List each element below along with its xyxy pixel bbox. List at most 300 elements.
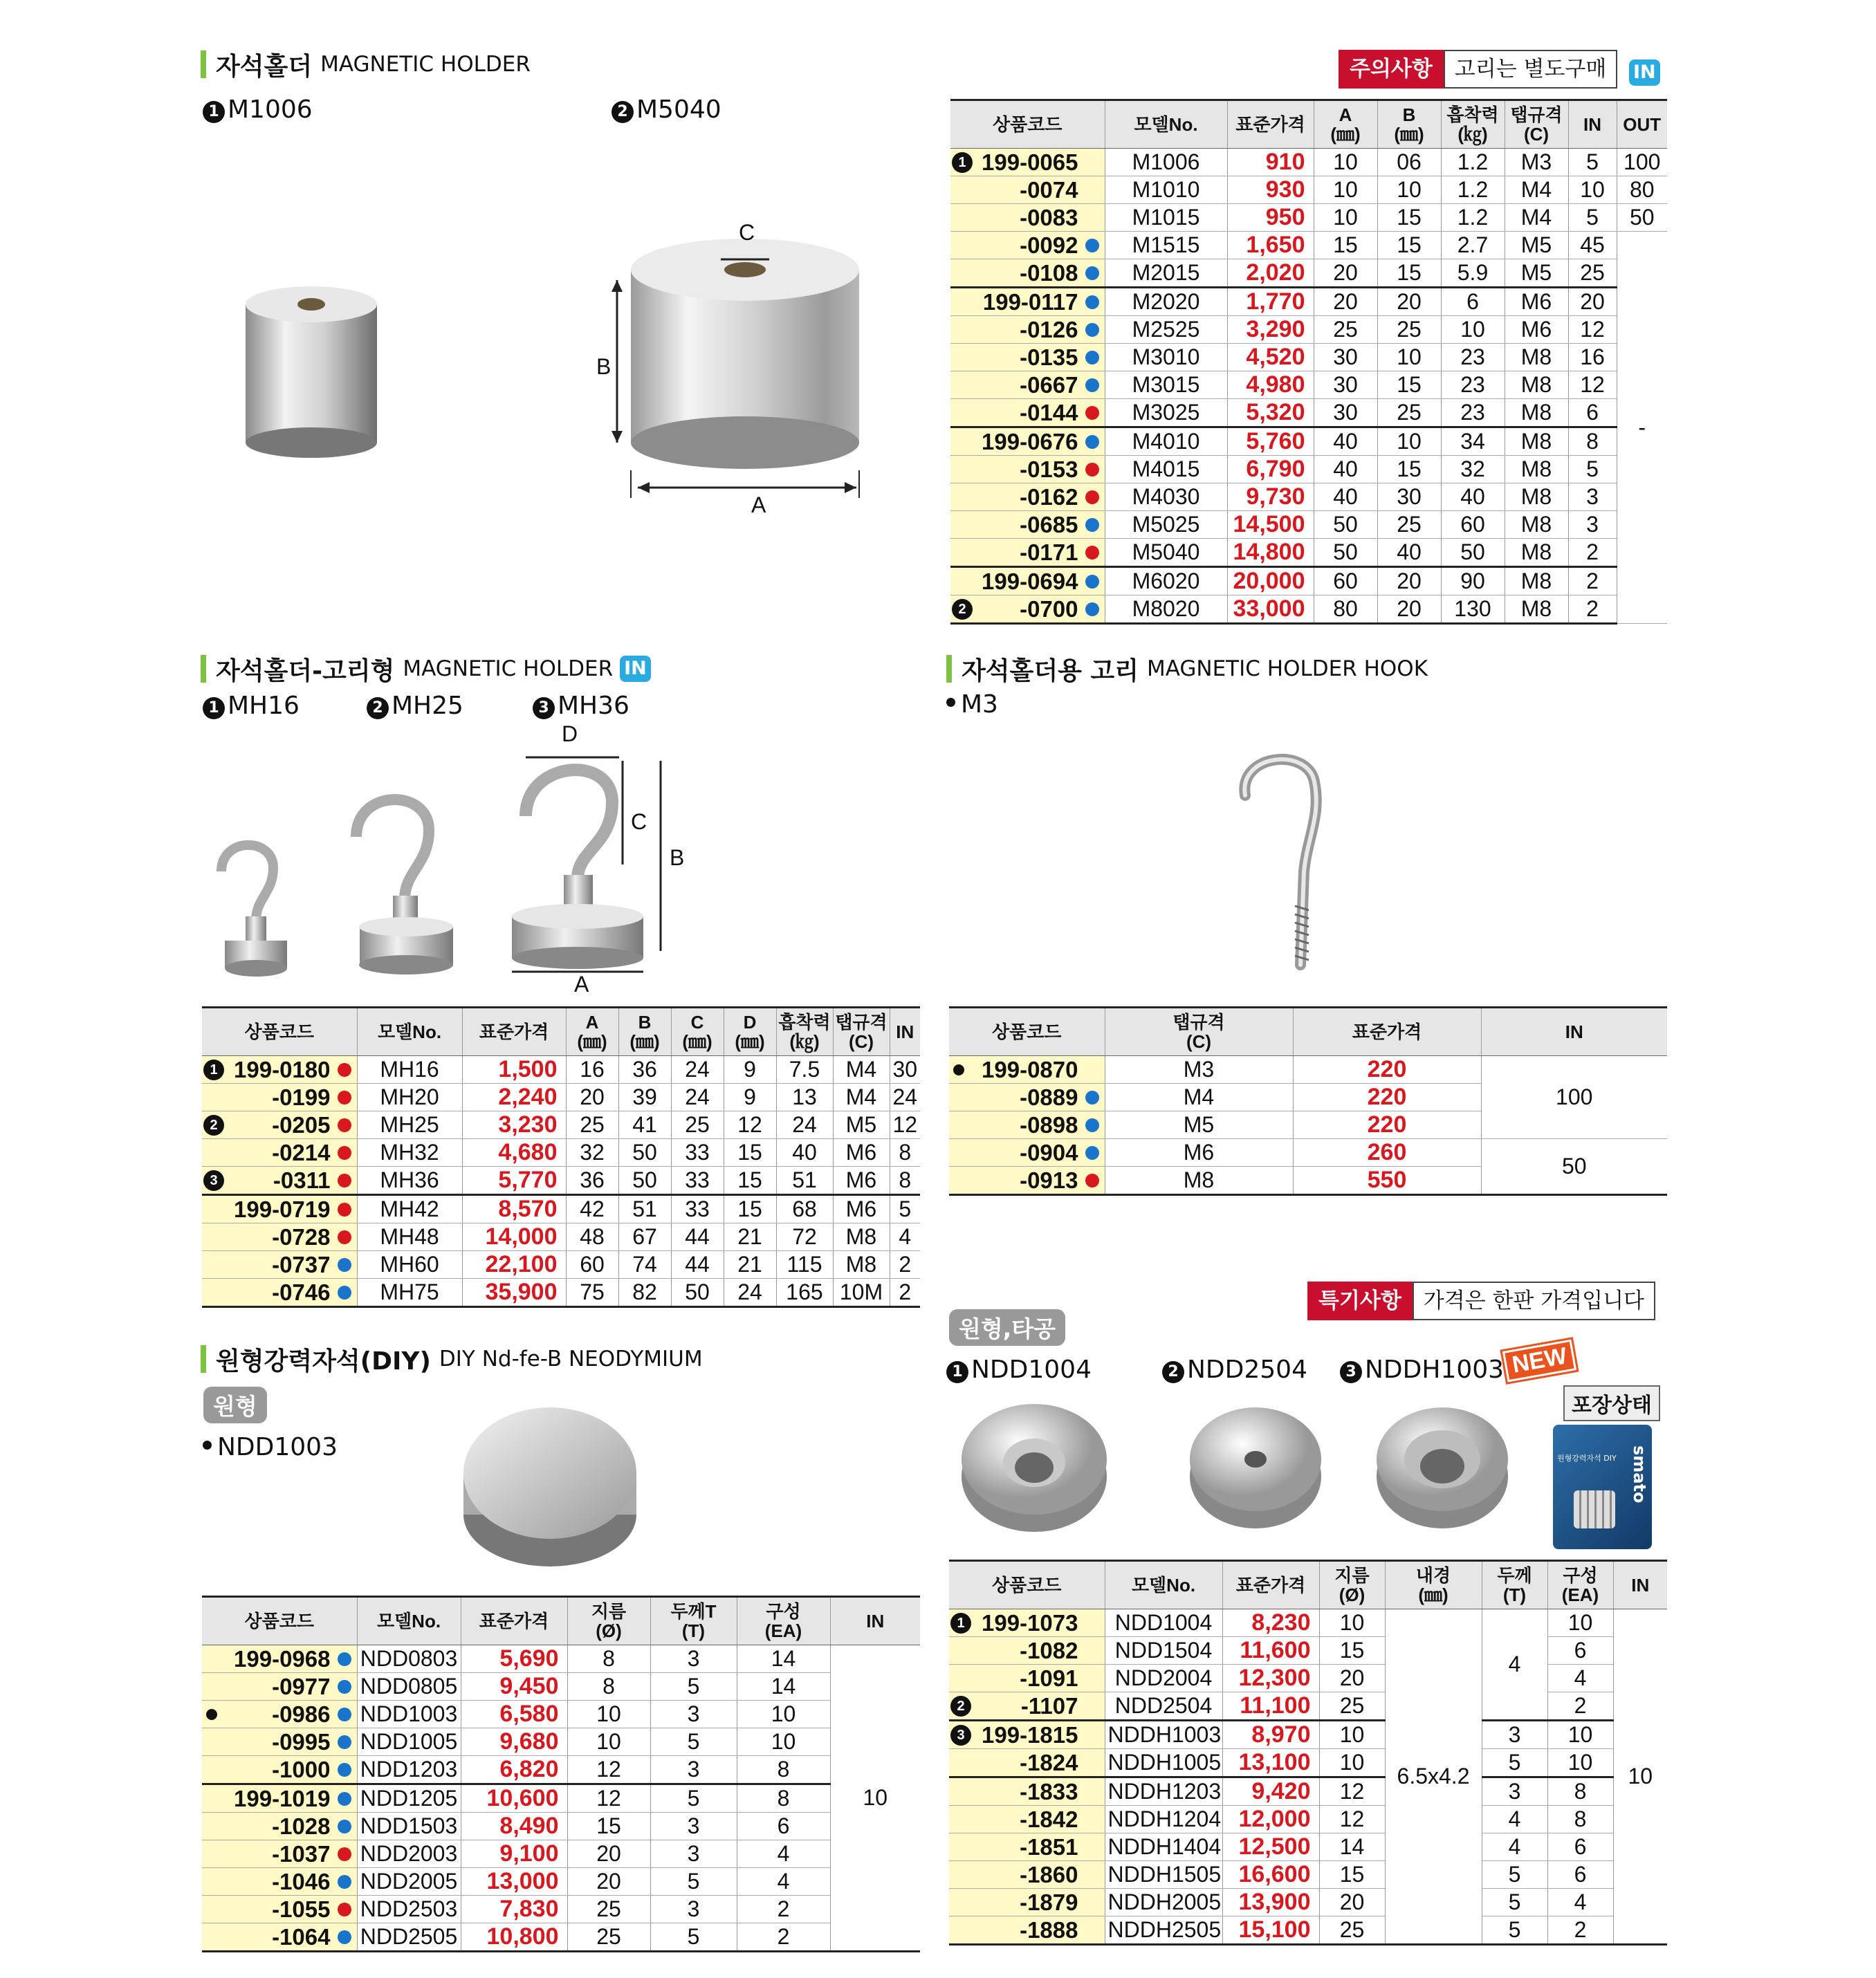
column-header: 구성 (EA) — [1547, 1561, 1613, 1609]
d-cell: 8 — [567, 1673, 650, 1701]
in-cell: 16 — [1568, 344, 1617, 371]
table-row — [202, 1756, 920, 1784]
product-code-cell — [949, 1833, 1105, 1861]
product-code-cell — [950, 344, 1105, 371]
price-cell: 2,240 — [462, 1084, 566, 1111]
f-cell: 130 — [1441, 595, 1505, 624]
d-cell: 12 — [1319, 1777, 1385, 1806]
price-cell: 550 — [1293, 1167, 1481, 1195]
column-header: 구성 (EA) — [737, 1597, 830, 1645]
t-cell: M8 — [1505, 539, 1568, 567]
t-cell: M4 — [833, 1084, 890, 1111]
table-row — [202, 1223, 920, 1251]
price-cell: 5,690 — [461, 1645, 567, 1673]
a-cell: 60 — [1314, 567, 1377, 595]
table-row — [949, 1806, 1667, 1833]
number-badge-2: 2 — [952, 599, 973, 620]
product-code: -0728 — [272, 1223, 331, 1250]
hook-holders-image — [208, 733, 692, 989]
price-cell: 4,680 — [462, 1139, 566, 1167]
price-cell: 5,760 — [1227, 427, 1314, 456]
in-cell: 5 — [1568, 204, 1617, 232]
number-badge-1: 1 — [203, 101, 225, 123]
t-cell: 5 — [650, 1784, 737, 1813]
model-cell: NDD1003 — [357, 1701, 461, 1728]
table-row — [950, 456, 1667, 483]
d-cell: 10 — [567, 1701, 650, 1728]
table-row — [202, 1784, 920, 1813]
model-cell: NDD1004 — [1105, 1609, 1222, 1637]
t-cell: 5 — [1482, 1916, 1547, 1945]
product-code-cell — [949, 1056, 1105, 1084]
a-cell: 42 — [566, 1195, 618, 1223]
product-code: -0171 — [1020, 539, 1078, 565]
e-cell: 2 — [737, 1923, 830, 1952]
d-cell: 20 — [1319, 1665, 1385, 1692]
title-en: MAGNETIC HOLDER — [320, 52, 531, 77]
product-code-cell — [950, 288, 1105, 316]
model-cell: M3010 — [1105, 344, 1227, 371]
f-cell: 60 — [1441, 511, 1505, 539]
e-cell: 8 — [737, 1756, 830, 1784]
dim-label-a: A — [751, 492, 766, 517]
f-cell: 24 — [776, 1111, 833, 1139]
table-row — [949, 1692, 1667, 1721]
price-cell: 8,490 — [461, 1813, 567, 1840]
b-cell: 25 — [1377, 316, 1441, 344]
t-cell: M4 — [1505, 176, 1568, 204]
d-cell: 12 — [1319, 1806, 1385, 1833]
product-code: 199-0870 — [982, 1056, 1078, 1082]
package-magnets — [1574, 1490, 1615, 1528]
b-cell: 36 — [618, 1056, 671, 1084]
hook-holder-table — [202, 1006, 920, 1308]
section-title-holder-hook — [946, 651, 1428, 686]
t-cell: 5 — [1482, 1861, 1547, 1889]
in-cell: 12 — [890, 1111, 920, 1139]
price-cell: 35,900 — [462, 1279, 566, 1307]
inner-cell: 6.5x4.2 — [1385, 1609, 1482, 1945]
model-cell: MH48 — [357, 1223, 462, 1251]
product-code: 199-0694 — [982, 568, 1078, 594]
model-name: M3 — [961, 690, 998, 719]
price-cell: 33,000 — [1227, 595, 1314, 624]
e-cell: 8 — [1547, 1777, 1613, 1806]
e-cell: 2 — [1547, 1692, 1613, 1721]
table-row — [202, 1111, 920, 1139]
product-code: -0898 — [1020, 1111, 1078, 1138]
t-cell: 4 — [1482, 1833, 1547, 1861]
column-header: 흡착력 (㎏) — [776, 1008, 833, 1056]
number-badge-2: 2 — [203, 1115, 224, 1136]
number-badge-2: 2 — [367, 697, 389, 719]
f-cell: 68 — [776, 1195, 833, 1223]
column-header: A (㎜) — [566, 1008, 618, 1056]
model-cell: MH36 — [357, 1167, 462, 1195]
status-dot — [1085, 575, 1099, 589]
price-cell: 12,500 — [1222, 1833, 1319, 1861]
f-cell: 34 — [1441, 427, 1505, 456]
in-cell: 24 — [890, 1084, 920, 1111]
b-cell: 25 — [1377, 511, 1441, 539]
d-cell: 9 — [724, 1056, 776, 1084]
a-cell: 10 — [1314, 149, 1377, 176]
model-cell: M8020 — [1105, 595, 1227, 624]
column-header: 두께T (T) — [650, 1597, 737, 1645]
f-cell: 40 — [1441, 483, 1505, 511]
column-header: B (㎜) — [1377, 100, 1441, 149]
column-header: 상품코드 — [949, 1561, 1105, 1609]
product-code-cell — [950, 232, 1105, 259]
t-cell: M8 — [833, 1251, 890, 1279]
table-row — [202, 1923, 920, 1952]
column-header: 표준가격 — [462, 1008, 566, 1056]
column-header: IN — [830, 1597, 920, 1645]
b-cell: 25 — [1377, 399, 1441, 427]
title-en: DIY Nd-fe-B NEODYMIUM — [439, 1347, 703, 1371]
a-cell: 25 — [566, 1111, 618, 1139]
model-cell: NDD2004 — [1105, 1665, 1222, 1692]
t-cell: M5 — [833, 1111, 890, 1139]
product-code: -0977 — [272, 1673, 331, 1699]
table-row — [949, 1665, 1667, 1692]
a-cell: 48 — [566, 1223, 618, 1251]
product-code-cell — [949, 1609, 1105, 1637]
table-row — [202, 1139, 920, 1167]
product-code-cell — [949, 1167, 1105, 1195]
product-code-cell — [202, 1223, 357, 1251]
price-cell: 13,000 — [461, 1868, 567, 1896]
product-code: 199-0065 — [982, 149, 1078, 175]
column-header: IN — [1613, 1561, 1667, 1609]
product-code-cell — [202, 1139, 357, 1167]
a-cell: 60 — [566, 1251, 618, 1279]
price-cell: 10,600 — [461, 1784, 567, 1813]
in-cell: 5 — [890, 1195, 920, 1223]
b-cell: 15 — [1377, 456, 1441, 483]
model-name: MH25 — [392, 692, 463, 720]
package-image — [1553, 1425, 1652, 1549]
column-header: 상품코드 — [949, 1008, 1105, 1056]
d-cell: 10 — [1319, 1749, 1385, 1777]
a-cell: 50 — [1314, 539, 1377, 567]
d-cell: 15 — [724, 1167, 776, 1195]
e-cell: 6 — [1547, 1833, 1613, 1861]
table-row — [949, 1721, 1667, 1749]
hook-image — [1231, 740, 1370, 975]
f-cell: 1.2 — [1441, 176, 1505, 204]
d-cell: 15 — [1319, 1637, 1385, 1665]
price-cell: 3,230 — [462, 1111, 566, 1139]
product-code: -0199 — [272, 1084, 331, 1110]
product-code: -0889 — [1020, 1084, 1078, 1110]
model-cell: NDD1504 — [1105, 1637, 1222, 1665]
in-cell: 3 — [1568, 511, 1617, 539]
status-dot — [338, 1258, 351, 1272]
model-cell: M5025 — [1105, 511, 1227, 539]
hook-table — [949, 1006, 1667, 1196]
magnetic-holder-table — [950, 99, 1667, 625]
product-code-cell — [949, 1084, 1105, 1111]
model-cell: NDDH1003 — [1105, 1721, 1222, 1749]
new-badge: NEW — [1502, 1340, 1577, 1383]
model-cell: NDDH1203 — [1105, 1777, 1222, 1806]
t-cell: 3 — [650, 1813, 737, 1840]
model-label-2 — [1162, 1356, 1307, 1384]
tap-cell: M3 — [1105, 1056, 1293, 1084]
product-code: -1082 — [1020, 1637, 1078, 1663]
price-cell: 13,100 — [1222, 1749, 1319, 1777]
f-cell: 23 — [1441, 344, 1505, 371]
table-row — [949, 1056, 1667, 1084]
e-cell: 10 — [1547, 1721, 1613, 1749]
dim-label-b: B — [670, 845, 685, 870]
table-row — [202, 1868, 920, 1896]
product-code: -1064 — [272, 1923, 331, 1950]
t-cell: M8 — [1505, 399, 1568, 427]
status-dot — [1085, 406, 1099, 420]
f-cell: 23 — [1441, 399, 1505, 427]
out-cell: 50 — [1617, 204, 1667, 232]
column-header: 상품코드 — [202, 1597, 357, 1645]
product-code-cell — [950, 371, 1105, 399]
model-cell: NDDH1204 — [1105, 1806, 1222, 1833]
b-cell: 20 — [1377, 567, 1441, 595]
a-cell: 30 — [1314, 344, 1377, 371]
product-code: -1028 — [272, 1813, 331, 1839]
price-cell: 1,770 — [1227, 288, 1314, 316]
t-cell: 3 — [650, 1645, 737, 1673]
d-cell: 14 — [1319, 1833, 1385, 1861]
price-cell: 950 — [1227, 204, 1314, 232]
table-row — [202, 1673, 920, 1701]
product-code-cell — [950, 399, 1105, 427]
table-row — [202, 1195, 920, 1223]
product-code: -1879 — [1020, 1889, 1078, 1915]
e-cell: 10 — [1547, 1609, 1613, 1637]
product-code-cell — [949, 1806, 1105, 1833]
table-row — [950, 259, 1667, 288]
status-dot — [1085, 1146, 1099, 1160]
product-code: 199-0968 — [234, 1645, 331, 1672]
number-badge-1: 1 — [950, 1613, 971, 1634]
column-header: IN — [890, 1008, 920, 1056]
product-code: -0311 — [273, 1167, 331, 1193]
status-dot — [1085, 435, 1099, 449]
model-cell: MH75 — [357, 1279, 462, 1307]
table-row — [202, 1701, 920, 1728]
b-cell: 74 — [618, 1251, 671, 1279]
model-label-1 — [203, 95, 313, 124]
neodymium-table — [202, 1596, 920, 1952]
f-cell: 6 — [1441, 288, 1505, 316]
d-cell: 10 — [1319, 1609, 1385, 1637]
product-code-cell — [949, 1692, 1105, 1721]
column-header: 두께 (T) — [1482, 1561, 1547, 1609]
price-cell: 220 — [1293, 1084, 1481, 1111]
price-cell: 11,600 — [1222, 1637, 1319, 1665]
model-cell: M2020 — [1105, 288, 1227, 316]
model-label-3 — [533, 692, 629, 720]
status-dot — [338, 1118, 351, 1132]
title-bar — [201, 655, 206, 683]
product-code-cell — [202, 1195, 357, 1223]
a-cell: 16 — [566, 1056, 618, 1084]
model-cell: M4010 — [1105, 427, 1227, 456]
product-code: -0074 — [1020, 176, 1078, 203]
product-code-cell — [202, 1056, 357, 1084]
column-header: 지름 (Ø) — [1319, 1561, 1385, 1609]
product-code: -1055 — [272, 1896, 331, 1922]
title-en: MAGNETIC HOLDER HOOK — [1146, 656, 1428, 681]
table-row — [950, 232, 1667, 259]
cc-cell: 44 — [671, 1251, 724, 1279]
product-code: -0904 — [1020, 1139, 1078, 1165]
table-row — [202, 1840, 920, 1868]
a-cell: 36 — [566, 1167, 618, 1195]
column-header: 지름 (Ø) — [567, 1597, 650, 1645]
price-cell: 4,980 — [1227, 371, 1314, 399]
table-row — [202, 1084, 920, 1111]
model-cell: M3025 — [1105, 399, 1227, 427]
model-label-1 — [946, 1356, 1092, 1384]
model-label-2 — [367, 692, 463, 720]
table-row — [202, 1896, 920, 1923]
column-header: 모델No. — [1105, 100, 1227, 149]
product-code-cell — [949, 1665, 1105, 1692]
table-row — [202, 1813, 920, 1840]
product-code: -0083 — [1020, 204, 1078, 230]
e-cell: 14 — [737, 1673, 830, 1701]
product-code: -0092 — [1020, 232, 1078, 258]
model-cell: M2525 — [1105, 316, 1227, 344]
a-cell: 20 — [1314, 259, 1377, 288]
table-row — [202, 1645, 920, 1673]
dim-label-c: C — [631, 809, 647, 834]
price-cell: 5,320 — [1227, 399, 1314, 427]
product-code-cell — [202, 1728, 357, 1756]
model-cell: NDDH1404 — [1105, 1833, 1222, 1861]
in-cell: 45 — [1568, 232, 1617, 259]
status-dot — [338, 1652, 351, 1666]
cc-cell: 44 — [671, 1223, 724, 1251]
out-cell: 80 — [1617, 176, 1667, 204]
b-cell: 41 — [618, 1111, 671, 1139]
a-cell: 25 — [1314, 316, 1377, 344]
table-row — [949, 1889, 1667, 1916]
b-cell: 20 — [1377, 288, 1441, 316]
product-code-cell — [950, 427, 1105, 456]
product-code-cell — [950, 511, 1105, 539]
product-code: 199-0180 — [234, 1056, 331, 1082]
product-code: 199-0117 — [982, 288, 1078, 315]
product-code-cell — [949, 1777, 1105, 1806]
in-cell: 3 — [1568, 483, 1617, 511]
price-cell: 6,790 — [1227, 456, 1314, 483]
column-header: 탭규격 (C) — [1105, 1008, 1293, 1056]
in-cell: 10 — [1568, 176, 1617, 204]
table-row — [950, 316, 1667, 344]
column-header: 탭규격 (C) — [833, 1008, 890, 1056]
table-row — [202, 1279, 920, 1307]
d-cell: 15 — [1319, 1861, 1385, 1889]
product-code: -0153 — [1020, 456, 1078, 482]
f-cell: 72 — [776, 1223, 833, 1251]
shape-tag: 원형,타공 — [949, 1309, 1065, 1346]
a-cell: 20 — [1314, 288, 1377, 316]
b-cell: 10 — [1377, 176, 1441, 204]
e-cell: 10 — [737, 1728, 830, 1756]
number-badge-2: 2 — [950, 1696, 971, 1717]
product-code-cell — [949, 1889, 1105, 1916]
product-code-cell — [202, 1111, 357, 1139]
table-row — [949, 1833, 1667, 1861]
t-cell: M4 — [833, 1056, 890, 1084]
in-cell: 10 — [1613, 1609, 1667, 1945]
t-cell: 5 — [1482, 1749, 1547, 1777]
status-dot — [338, 1875, 351, 1889]
model-name: NDD1003 — [217, 1433, 338, 1461]
product-code: -1851 — [1020, 1833, 1078, 1860]
product-code-cell — [950, 149, 1105, 176]
model-cell: NDD2505 — [357, 1923, 461, 1952]
price-cell: 16,600 — [1222, 1861, 1319, 1889]
product-code-cell — [202, 1868, 357, 1896]
price-cell: 11,100 — [1222, 1692, 1319, 1721]
notice-box — [1339, 50, 1617, 89]
table-row — [950, 539, 1667, 567]
status-dot — [1085, 323, 1099, 337]
model-label-3 — [1340, 1356, 1504, 1384]
product-code-cell — [202, 1896, 357, 1923]
in-cell: 5 — [1568, 456, 1617, 483]
t-cell: 4 — [1482, 1806, 1547, 1833]
product-code: -0913 — [1020, 1167, 1078, 1193]
status-dot — [1085, 1174, 1099, 1187]
product-code-cell — [202, 1167, 357, 1195]
e-cell: 14 — [737, 1645, 830, 1673]
e-cell: 6 — [1547, 1861, 1613, 1889]
product-code-cell — [949, 1721, 1105, 1749]
model-name: NDD2504 — [1187, 1356, 1307, 1384]
product-code: -0135 — [1020, 344, 1078, 370]
in-cell: 30 — [890, 1056, 920, 1084]
cc-cell: 50 — [671, 1279, 724, 1307]
status-dot — [1085, 546, 1099, 560]
d-cell: 21 — [724, 1223, 776, 1251]
column-header: 표준가격 — [1222, 1561, 1319, 1609]
e-cell: 4 — [1547, 1665, 1613, 1692]
status-dot — [338, 1792, 351, 1806]
status-dot — [1085, 378, 1099, 392]
title-bar — [201, 1345, 206, 1373]
f-cell: 32 — [1441, 456, 1505, 483]
t-cell: 3 — [650, 1756, 737, 1784]
in-cell: 2 — [890, 1251, 920, 1279]
product-code-cell — [949, 1749, 1105, 1777]
product-code: -1842 — [1020, 1806, 1078, 1832]
product-code-cell — [950, 483, 1105, 511]
in-cell: 2 — [1568, 567, 1617, 595]
b-cell: 10 — [1377, 427, 1441, 456]
t-cell: M6 — [833, 1167, 890, 1195]
price-cell: 13,900 — [1222, 1889, 1319, 1916]
e-cell: 4 — [737, 1868, 830, 1896]
column-header: 표준가격 — [461, 1597, 567, 1645]
f-cell: 90 — [1441, 567, 1505, 595]
f-cell: 7.5 — [776, 1056, 833, 1084]
table-row — [950, 595, 1667, 624]
